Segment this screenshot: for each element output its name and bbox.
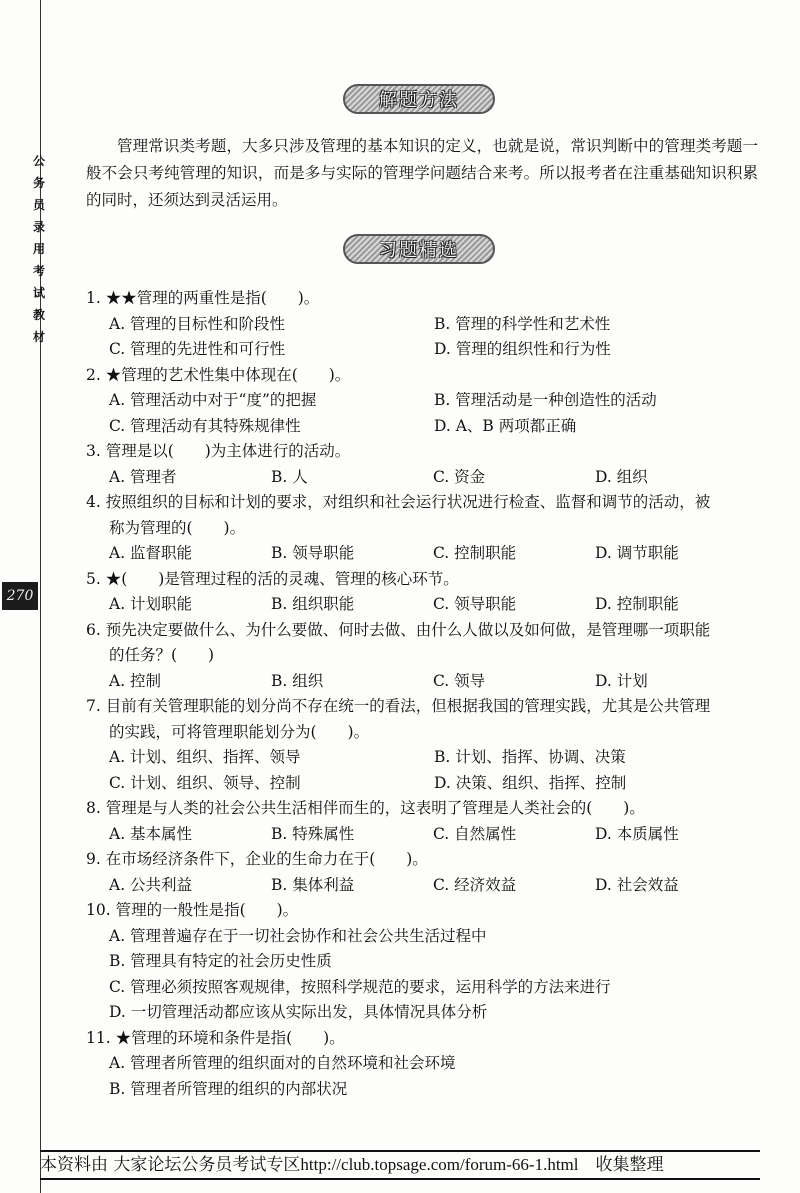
answer-option: B. 管理活动是一种创造性的活动 — [434, 391, 657, 409]
option-group — [86, 669, 766, 695]
answer-option: B. 领导职能 — [271, 544, 355, 562]
answer-option: B. 管理的科学性和艺术性 — [434, 314, 611, 333]
option-group — [86, 388, 766, 439]
answer-option: C. 资金 — [433, 467, 486, 486]
answer-option: D. 组织 — [595, 467, 648, 486]
question-stem: 8. 管理是与人类的社会公共生活相伴而生的，这表明了管理是人类社会的( )。 — [86, 799, 645, 817]
answer-option: A. 计划、组织、指挥、领导 — [109, 748, 301, 766]
question-stem: 7. 目前有关管理职能的划分尚不存在统一的看法，但根据我国的管理实践，尤其是公共管理 — [86, 697, 711, 715]
answer-option: A. 管理普遍存在于一切社会协作和社会公共生活过程中 — [109, 926, 487, 945]
question-item — [86, 898, 766, 1026]
option-group — [86, 312, 766, 363]
sidebar-char: 试 — [32, 286, 45, 300]
question-item — [86, 490, 766, 567]
sidebar-char: 录 — [32, 220, 45, 234]
answer-option: A. 管理者 — [109, 467, 177, 486]
answer-option: C. 经济效益 — [433, 875, 517, 894]
question-item — [86, 796, 766, 847]
footer-banner — [40, 1150, 760, 1180]
question-item — [86, 567, 766, 618]
answer-option: A. 控制 — [109, 671, 162, 690]
answer-option: A. 监督职能 — [109, 544, 193, 562]
answer-option: C. 领导 — [433, 671, 486, 690]
footer-suffix: 收集整理 — [578, 1155, 664, 1175]
question-stem-continued: 的任务？( ) — [109, 646, 215, 664]
question-item — [86, 286, 766, 363]
question-stem: 6. 预先决定要做什么、为什么要做、何时去做、由什么人做以及如何做，是管理哪一项职能 — [86, 620, 711, 639]
answer-option: D. 一切管理活动都应该从实际出发，具体情况具体分析 — [109, 1003, 488, 1021]
answer-option: D. 决策、组织、指挥、控制 — [434, 773, 627, 792]
option-group — [86, 465, 766, 491]
question-item — [86, 1026, 766, 1103]
sidebar-char: 教 — [32, 308, 45, 322]
answer-option: B. 特殊属性 — [271, 824, 355, 843]
question-list — [86, 286, 766, 1102]
sidebar-char: 材 — [32, 330, 45, 344]
question-item — [86, 694, 766, 796]
answer-option: C. 自然属性 — [433, 824, 517, 843]
answer-option: C. 管理必须按照客观规律，按照科学规范的要求，运用科学的方法来进行 — [109, 977, 611, 996]
question-stem: 4. 按照组织的目标和计划的要求，对组织和社会运行状况进行检查、监督和调节的活动，被 — [86, 493, 711, 511]
option-group — [86, 541, 766, 567]
option-group — [86, 745, 766, 796]
sidebar-series-title — [28, 150, 50, 348]
answer-option: C. 领导职能 — [433, 595, 517, 613]
section-banner-method-label: 解题方法 — [379, 90, 459, 111]
intro-paragraph — [86, 133, 758, 214]
option-group — [86, 873, 766, 899]
option-group — [86, 822, 766, 848]
answer-option: A. 管理的目标性和阶段性 — [109, 314, 286, 333]
question-item — [86, 847, 766, 898]
question-item — [86, 439, 766, 490]
option-group — [86, 592, 766, 618]
answer-option: B. 集体利益 — [271, 875, 355, 894]
answer-option: A. 管理活动中对于“度”的把握 — [109, 391, 317, 409]
answer-option: A. 基本属性 — [109, 824, 193, 843]
option-group — [86, 924, 766, 1026]
answer-option: D. 管理的组织性和行为性 — [434, 340, 611, 358]
answer-option: D. A、B 两项都正确 — [434, 416, 577, 435]
answer-option: C. 控制职能 — [433, 544, 517, 562]
answer-option: D. 本质属性 — [595, 824, 679, 843]
question-stem: 1. ★★管理的两重性是指( )。 — [86, 289, 320, 307]
sidebar-char: 员 — [32, 198, 45, 212]
page-number: 270 — [2, 582, 38, 610]
question-item — [86, 363, 766, 440]
question-stem: 2. ★管理的艺术性集中体现在( )。 — [86, 365, 351, 384]
question-stem: 5. ★( )是管理过程的活的灵魂、管理的核心环节。 — [86, 569, 459, 588]
sidebar-char: 用 — [32, 242, 45, 256]
answer-option: C. 管理的先进性和可行性 — [109, 340, 286, 358]
question-stem-continued: 的实践，可将管理职能划分为( )。 — [109, 722, 370, 741]
answer-option: B. 组织职能 — [271, 595, 355, 613]
footer-url-link[interactable]: http://club.topsage.com/forum-66-1.html — [300, 1155, 579, 1174]
answer-option: B. 管理者所管理的组织的内部状况 — [109, 1079, 348, 1098]
answer-option: D. 社会效益 — [595, 875, 679, 894]
answer-option: A. 管理者所管理的组织面对的自然环境和社会环境 — [109, 1054, 456, 1072]
option-group — [86, 1051, 766, 1102]
answer-option: D. 计划 — [595, 671, 648, 690]
answer-option: D. 调节职能 — [595, 544, 679, 562]
section-banner-exercises-label: 习题精选 — [379, 240, 459, 261]
answer-option: B. 组织 — [271, 671, 324, 690]
question-stem: 10. 管理的一般性是指( )。 — [86, 901, 299, 919]
answer-option: A. 公共利益 — [109, 875, 193, 894]
answer-option: C. 计划、组织、领导、控制 — [109, 773, 301, 792]
sidebar-char: 公 — [32, 154, 45, 168]
answer-option: C. 管理活动有其特殊规律性 — [109, 416, 301, 435]
footer-prefix: 本资料由 大家论坛公务员考试专区 — [40, 1155, 301, 1175]
question-item — [86, 618, 766, 695]
section-banner-method — [343, 84, 495, 114]
answer-option: B. 管理具有特定的社会历史性质 — [109, 952, 332, 970]
question-stem-continued: 称为管理的( )。 — [109, 518, 246, 537]
section-banner-exercises — [343, 234, 495, 264]
answer-option: B. 计划、指挥、协调、决策 — [434, 748, 626, 766]
intro-text: 管理常识类考题，大多只涉及管理的基本知识的定义，也就是说，常识判断中的管理类考题一般不会只考纯管理的知识，而是多与实际的管理学问题结合来考。所以报考者在注重基础知识积累的同时，还须达到灵活运用。 — [86, 137, 758, 209]
answer-option: B. 人 — [271, 467, 308, 486]
answer-option: A. 计划职能 — [109, 595, 193, 613]
sidebar-char: 考 — [32, 264, 45, 278]
answer-option: D. 控制职能 — [595, 595, 679, 613]
sidebar-char: 务 — [32, 176, 45, 190]
question-stem: 3. 管理是以( )为主体进行的活动。 — [86, 442, 351, 460]
question-stem: 11. ★管理的环境和条件是指( )。 — [86, 1028, 345, 1047]
question-stem: 9. 在市场经济条件下，企业的生命力在于( )。 — [86, 850, 428, 868]
